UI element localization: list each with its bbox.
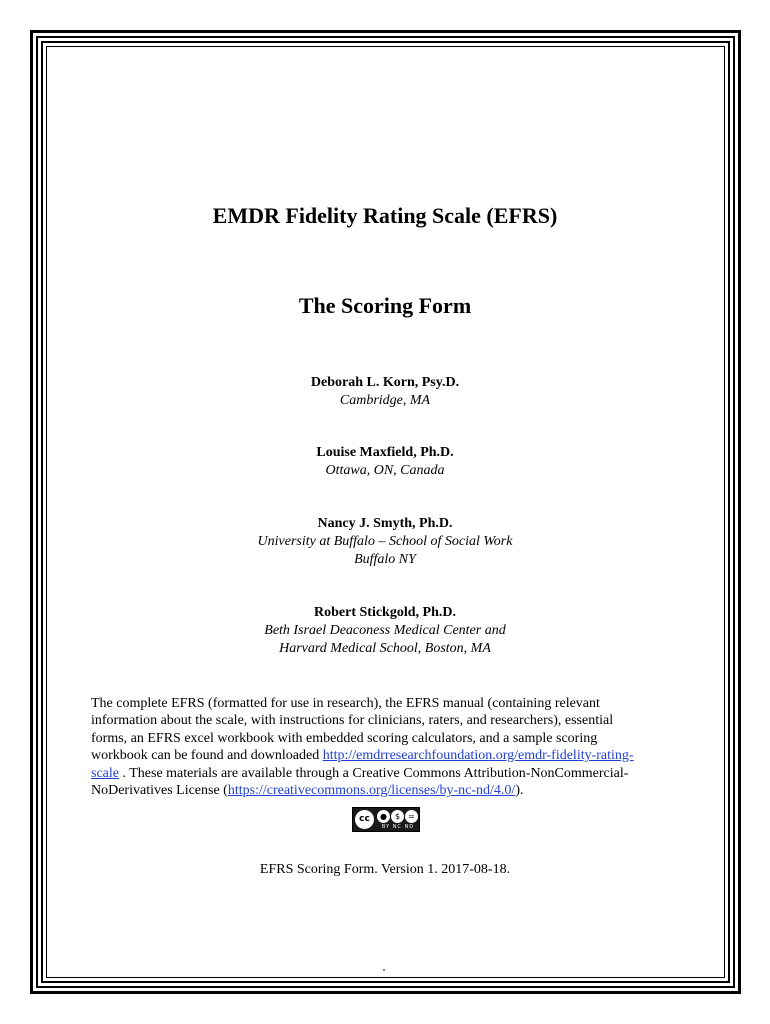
inner-border (46, 46, 725, 978)
page-mark (383, 969, 385, 971)
creative-commons-link[interactable]: https://creativecommons.org/licenses/by-nc-nd/4.0/ (227, 783, 516, 799)
paragraph-text: workbook can be found and downloaded (91, 748, 323, 764)
paragraph-text: information about the scale, with instructions for clinicians, raters, and researchers), essential (91, 713, 614, 729)
author-block (60, 444, 710, 480)
noderivatives-icon: = (405, 810, 418, 823)
emdr-foundation-link-continued[interactable]: scale (91, 765, 119, 781)
author-block (60, 604, 710, 658)
nd-label: ND (404, 824, 415, 830)
author-affiliation: Ottawa, ON, Canada (325, 463, 445, 478)
version-line: EFRS Scoring Form. Version 1. 2017-08-18. (259, 862, 511, 877)
author-name: Deborah L. Korn, Psy.D. (310, 375, 460, 390)
author-affiliation: Harvard Medical School, Boston, MA (279, 641, 491, 656)
description-paragraph (91, 695, 681, 799)
author-affiliation: University at Buffalo – School of Social Work (257, 534, 513, 549)
author-name: Robert Stickgold, Ph.D. (314, 605, 456, 620)
cc-badge-label (376, 824, 420, 830)
paragraph-text: . These materials are available through a Creative Commons Attribution-NonCommercial- (118, 765, 629, 781)
author-affiliation: Buffalo NY (354, 552, 416, 567)
nc-label: NC (392, 824, 402, 830)
author-affiliation: Cambridge, MA (339, 393, 431, 408)
author-affiliation: Beth Israel Deaconess Medical Center and (264, 623, 506, 638)
author-name: Louise Maxfield, Ph.D. (316, 445, 454, 460)
paragraph-text: The complete EFRS (formatted for use in research), the EFRS manual (containing relevant (91, 696, 600, 711)
author-block (60, 374, 710, 410)
paragraph-text: forms, an EFRS excel workbook with embedded scoring calculators, and a sample scoring (91, 730, 598, 746)
author-block (60, 515, 710, 569)
document-title: EMDR Fidelity Rating Scale (EFRS) (212, 203, 558, 228)
paragraph-text: ). (515, 783, 524, 799)
emdr-foundation-link[interactable]: http://emdrresearchfoundation.org/emdr-fidelity-rating- (322, 748, 634, 764)
paragraph-text: NoDerivatives License ( (91, 783, 228, 799)
document-subtitle: The Scoring Form (298, 293, 472, 318)
cc-license-badge (352, 807, 420, 832)
author-name: Nancy J. Smyth, Ph.D. (317, 516, 453, 531)
by-label: BY (381, 824, 391, 830)
attribution-icon: ● (377, 810, 390, 823)
noncommercial-icon: $ (391, 810, 404, 823)
cc-icon: cc (355, 810, 374, 829)
